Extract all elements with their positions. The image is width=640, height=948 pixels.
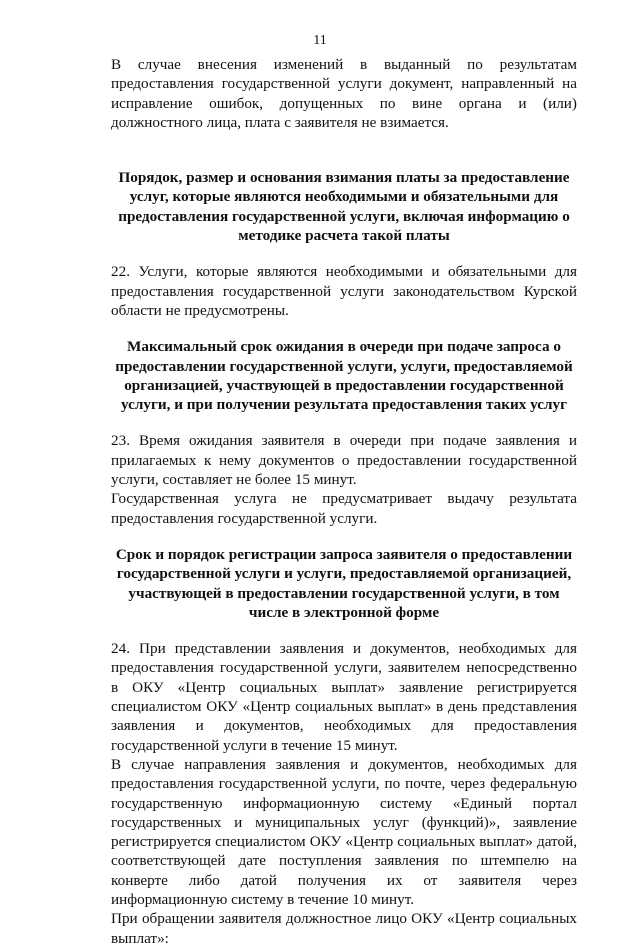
- spacer: [111, 622, 577, 639]
- heading-fee: Порядок, размер и основания взимания платы за предоставление услуг, которые являются необходимыми и обязательными для предоставления государственной услуги, включая информацию о методике расчета такой платы: [118, 169, 570, 245]
- page-number: 11: [313, 33, 327, 48]
- spacer: [111, 414, 577, 431]
- paragraph-24c: При обращении заявителя должностное лицо ОКУ «Центр социальных выплат»:: [111, 910, 577, 947]
- paragraph-intro: [111, 55, 577, 132]
- heading-queue: Максимальный срок ожидания в очереди при подаче запроса о предоставлении государственной услуги, услуги, предоставляемой организацией, участвующей в предоставлении государственной услуги, и при получении результата предоставления таких услуг: [115, 338, 573, 414]
- heading-registration: Срок и порядок регистрации запроса заявителя о предоставлении государственной услуги и услуги, предоставляемой организацией, участвующей в предоставлении государственной услуги, в том числе в электронной форме: [115, 545, 573, 621]
- spacer: [111, 132, 577, 168]
- paragraph-intro-text: В случае внесения изменений в выданный по результатам предоставления государственной услуги документ, направленный на исправление ошибок, допущенных по вине органа и (или) должностного лица, плата с заявителя не взимается.: [111, 56, 577, 131]
- paragraph-23b: Государственная услуга не предусматривает выдачу результата предоставления государственной услуги.: [111, 490, 577, 527]
- spacer: [111, 245, 577, 262]
- paragraph-24: 24. При представлении заявления и документов, необходимых для предоставления государственной услуги, заявителем непосредственно в ОКУ «Центр социальных выплат» заявление регистрируется специалистом ОКУ «Центр социальных выплат» в день представления заявления и документов, необходимых для предоставления государственной услуги в течение 15 минут.: [111, 640, 577, 754]
- paragraph-22: 22. Услуги, которые являются необходимыми и обязательными для предоставления государственной услуги законодательством Курской области не предусмотрены.: [111, 263, 577, 319]
- paragraph-23: 23. Время ожидания заявителя в очереди при подаче заявления и прилагаемых к нему документов о предоставлении государственной услуги, составляет не более 15 минут.: [111, 432, 577, 489]
- paragraph-24b: В случае направления заявления и документов, необходимых для предоставления государственной услуги, по почте, через федеральную государственную информационную систему «Единый портал государственных и муниципальных услуг (функций)», заявление регистрируется специалистом ОКУ «Центр социальных выплат» датой, соответствующей дате поступления заявления по штемпелю на конверте либо датой получения их от заявителя через информационную систему в течение 10 минут.: [111, 755, 577, 908]
- spacer: [111, 320, 577, 337]
- page-content: [111, 55, 577, 948]
- spacer: [111, 528, 577, 545]
